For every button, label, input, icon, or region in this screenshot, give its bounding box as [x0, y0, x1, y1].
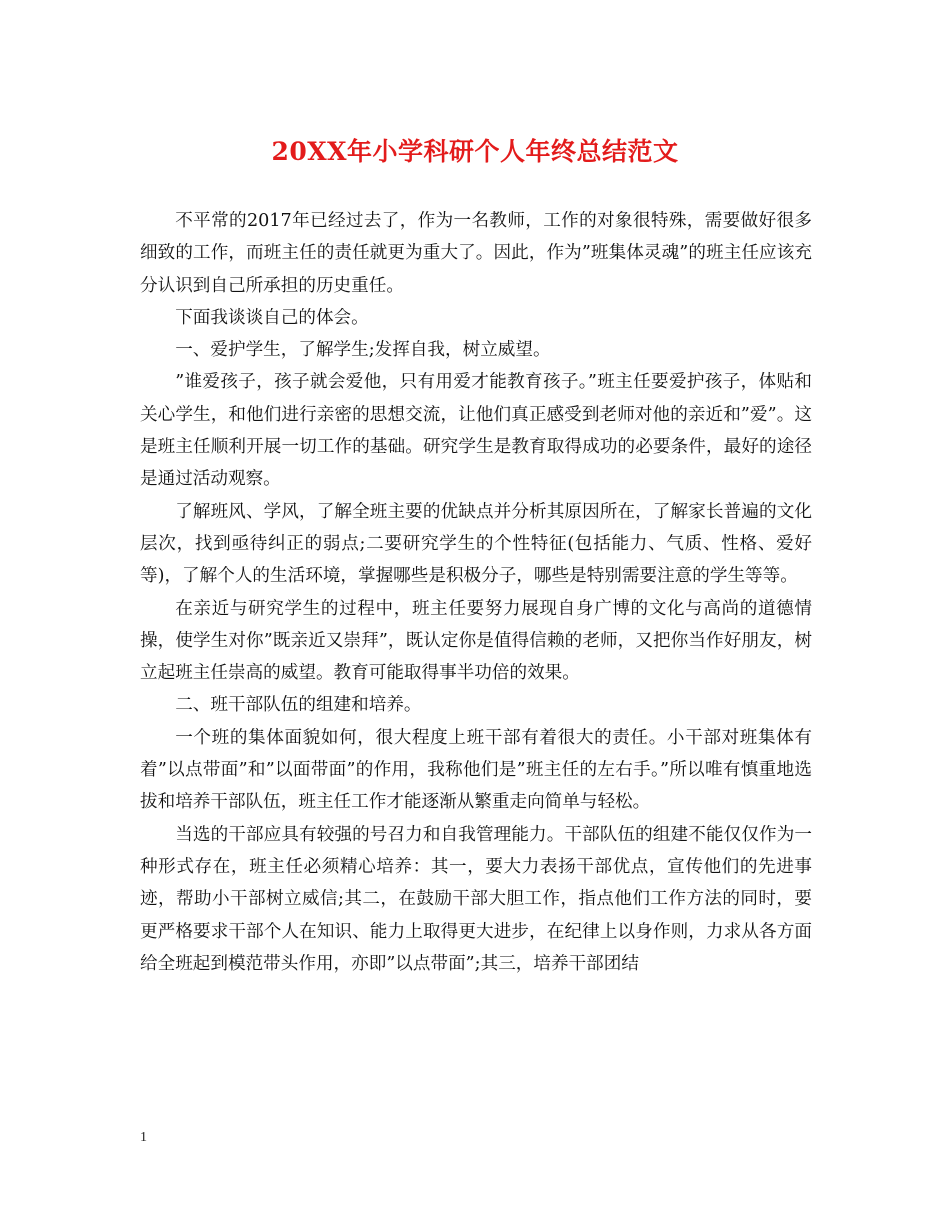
paragraph: 了解班风、学风，了解全班主要的优缺点并分析其原因所在，了解家长普遍的文化层次，找到亟待纠正的弱点;二要研究学生的个性特征(包括能力、气质、性格、爱好等)，了解个人的生活环境，掌握哪些是积极分子，哪些是特别需要注意的学生等等。 — [140, 501, 812, 587]
paragraph: 不平常的2017年已经过去了，作为一名教师，工作的对象很特殊，需要做好很多细致的工作，而班主任的责任就更为重大了。因此，作为”班集体灵魂”的班主任应该充分认识到自己所承担的历史重任。 — [140, 211, 812, 296]
document-title: 20XX年小学科研个人年终总结范文 — [271, 137, 679, 166]
paragraph: ”谁爱孩子，孩子就会爱他，只有用爱才能教育孩子。”班主任要爱护孩子，体贴和关心学生，和他们进行亲密的思想交流，让他们真正感受到老师对他的亲近和”爱”。这是班主任顺利开展一切工作的基础。研究学生是教育取得成功的必要条件，最好的途径是通过活动观察。 — [140, 372, 812, 490]
paragraph: 下面我谈谈自己的体会。 — [175, 307, 369, 328]
page-number: 1 — [140, 1130, 147, 1145]
paragraph: 在亲近与研究学生的过程中，班主任要努力展现自身广博的文化与高尚的道德情操，使学生对你”既亲近又崇拜”，既认定你是值得信赖的老师，又把你当作好朋友，树立起班主任崇高的威望。教育可能取得事半功倍的效果。 — [140, 598, 812, 684]
document-body — [140, 205, 812, 980]
section-heading: 二、班干部队伍的组建和培养。 — [175, 695, 422, 716]
paragraph: 一个班的集体面貌如何，很大程度上班干部有着很大的责任。小干部对班集体有着”以点带面”和”以面带面”的作用，我称他们是”班主任的左右手。”所以唯有慎重地选拔和培养干部队伍，班主任工作才能逐渐从繁重走向简单与轻松。 — [140, 727, 812, 813]
paragraph: 当选的干部应具有较强的号召力和自我管理能力。干部队伍的组建不能仅仅作为一种形式存在，班主任必须精心培养：其一，要大力表扬干部优点，宣传他们的先进事迹，帮助小干部树立威信;其二，在鼓励干部大胆工作，指点他们工作方法的同时，要更严格要求干部个人在知识、能力上取得更大进步，在纪律上以身作则，力求从各方面给全班起到模范带头作用，亦即”以点带面”;其三，培养干部团结 — [140, 824, 812, 974]
section-heading: 一、爱护学生，了解学生;发挥自我，树立威望。 — [175, 340, 551, 361]
